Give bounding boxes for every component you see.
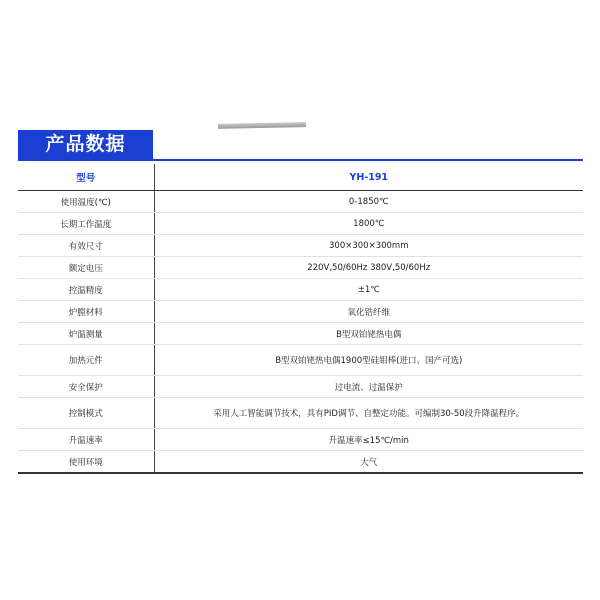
row-label: 加热元件 [18, 345, 154, 376]
row-label: 炉膛材料 [18, 301, 154, 323]
table-row [18, 213, 583, 235]
spec-table [18, 164, 583, 474]
row-value: B型双铂铑热电偶 [154, 323, 583, 345]
row-value: 采用人工智能调节技术，具有PID调节、自整定功能。可编制30-50段升降温程序。 [154, 398, 583, 429]
model-label: 型号 [18, 164, 154, 191]
row-value: 过电流、过温保护 [154, 376, 583, 398]
section-header [18, 130, 583, 161]
row-label: 安全保护 [18, 376, 154, 398]
table-row [18, 451, 583, 474]
row-value: 220V,50/60Hz 380V,50/60Hz [154, 257, 583, 279]
row-value: 300×300×300mm [154, 235, 583, 257]
section-title-underline [18, 159, 583, 161]
table-row [18, 257, 583, 279]
table-row [18, 429, 583, 451]
row-label: 使用温度(℃) [18, 191, 154, 213]
table-row [18, 279, 583, 301]
section-title: 产品数据 [18, 130, 153, 159]
table-header-row [18, 164, 583, 191]
table-row [18, 398, 583, 429]
model-value: YH-191 [154, 164, 583, 191]
row-label: 控温精度 [18, 279, 154, 301]
row-label: 炉温测量 [18, 323, 154, 345]
row-value: 氧化锆纤维 [154, 301, 583, 323]
table-row [18, 191, 583, 213]
table-row [18, 301, 583, 323]
table-row [18, 323, 583, 345]
row-label: 有效尺寸 [18, 235, 154, 257]
row-label: 升温速率 [18, 429, 154, 451]
decorative-gray-bar [218, 122, 306, 129]
row-label: 使用环境 [18, 451, 154, 474]
row-value: 大气 [154, 451, 583, 474]
table-row [18, 345, 583, 376]
row-value: 升温速率≤15℃/min [154, 429, 583, 451]
table-row [18, 376, 583, 398]
row-value: ±1℃ [154, 279, 583, 301]
row-label: 额定电压 [18, 257, 154, 279]
row-label: 控制模式 [18, 398, 154, 429]
row-value: 1800℃ [154, 213, 583, 235]
row-label: 长期工作温度 [18, 213, 154, 235]
table-row [18, 235, 583, 257]
row-value: B型双铂铑热电偶1900型硅钼棒(进口、国产可选) [154, 345, 583, 376]
row-value: 0-1850℃ [154, 191, 583, 213]
